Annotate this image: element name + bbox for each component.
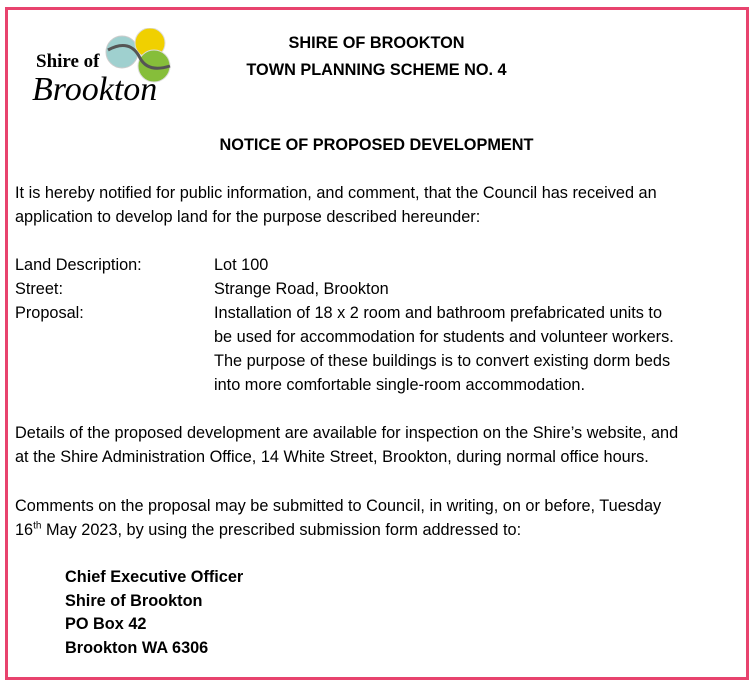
field-label-proposal: Proposal: — [15, 304, 84, 322]
field-value-proposal: into more comfortable single-room accommodation. — [214, 376, 586, 394]
address-line: Chief Executive Officer — [65, 568, 244, 586]
comments-line-2 — [15, 518, 521, 542]
details-line: Details of the proposed development are available for inspection on the Shire’s website, and — [15, 424, 679, 442]
header-line-2: TOWN PLANNING SCHEME NO. 4 — [246, 61, 507, 79]
header-line-1: SHIRE OF BROOKTON — [288, 34, 465, 52]
comments-day-suffix: th — [33, 520, 42, 532]
field-value-land: Lot 100 — [214, 256, 269, 274]
field-label-land: Land Description: — [15, 256, 142, 274]
address-line: PO Box 42 — [65, 615, 147, 633]
comments-day: 16 — [15, 521, 34, 539]
field-value-proposal: The purpose of these buildings is to convert existing dorm beds — [214, 352, 671, 370]
field-value-proposal: Installation of 18 x 2 room and bathroom prefabricated units to — [214, 304, 662, 322]
svg-text:Shire of: Shire of — [36, 51, 100, 72]
field-label-street: Street: — [15, 280, 63, 298]
svg-text:Brookton: Brookton — [32, 71, 158, 108]
details-line: at the Shire Administration Office, 14 White Street, Brookton, during normal office hours. — [15, 448, 649, 466]
comments-line: Comments on the proposal may be submitted to Council, in writing, on or before, Tuesday — [15, 497, 662, 515]
intro-line: application to develop land for the purpose described hereunder: — [15, 208, 481, 226]
field-value-street: Strange Road, Brookton — [214, 280, 389, 298]
address-line: Shire of Brookton — [65, 592, 203, 610]
field-value-proposal: be used for accommodation for students and volunteer workers. — [214, 328, 674, 346]
address-line: Brookton WA 6306 — [65, 639, 209, 657]
comments-rest: May 2023, by using the prescribed submission form addressed to: — [41, 521, 522, 539]
intro-line: It is hereby notified for public information, and comment, that the Council has received an — [15, 184, 657, 202]
notice-title: NOTICE OF PROPOSED DEVELOPMENT — [219, 136, 534, 154]
